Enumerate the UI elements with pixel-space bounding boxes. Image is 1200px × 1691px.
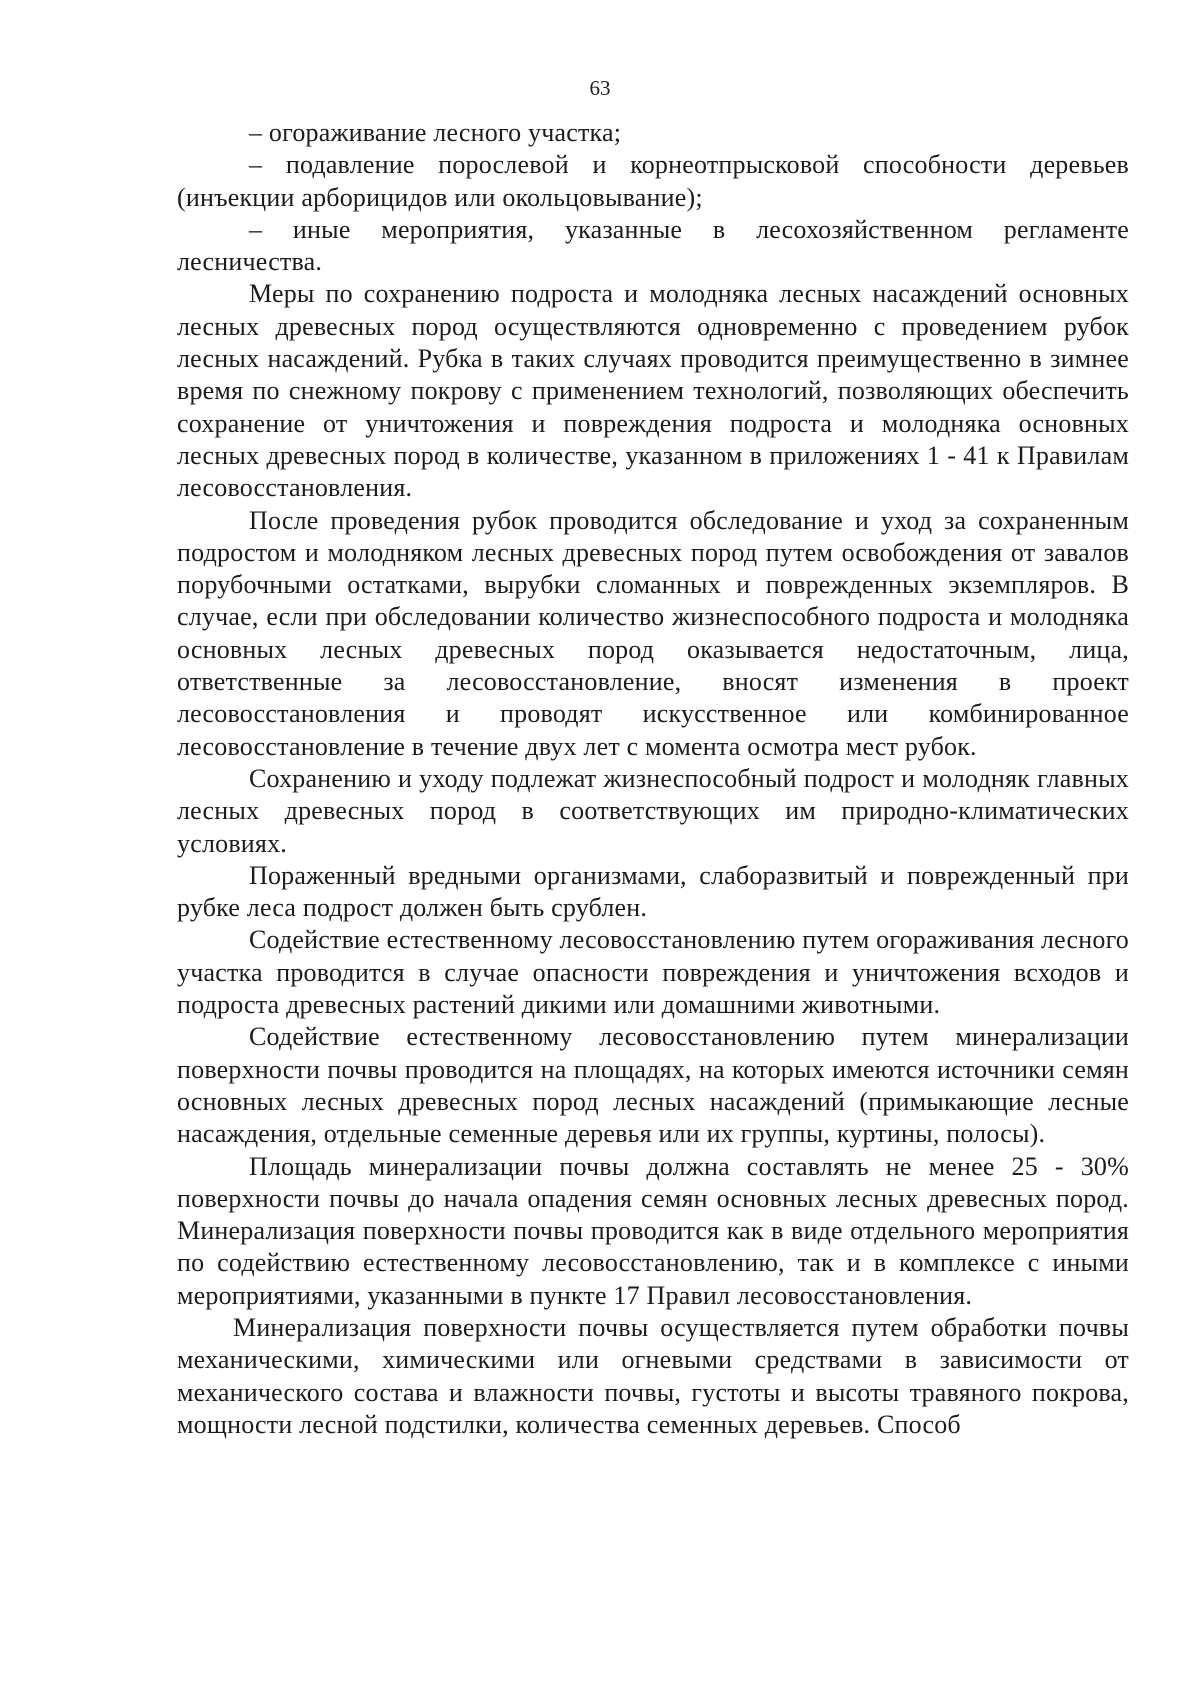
list-item-fencing: – огораживание лесного участка; <box>249 118 622 147</box>
list-item-suppression: – подавление порослевой и корнеотпрысковой способности деревьев (инъекции арборицидов или окольцовывание); <box>177 150 1129 212</box>
paragraph-mineralization-area: Площадь минерализации почвы должна составлять не менее 25 - 30% поверхности почвы до начала опадения семян основных лесных древесных пород. Минерализация поверхности почвы проводится как в виде отдельного мероприятия по содействию естественному лесовосстановлению, так и в комплексе с иными мероприятиями, указанными в пункте 17 Правил лесовосстановления. <box>177 1151 1129 1310</box>
paragraph-post-felling-survey: После проведения рубок проводится обследование и уход за сохраненным подростом и молодняком лесных древесных пород путем освобождения от завалов порубочными остатками, вырубки сломанных и поврежденных экземпляров. В случае, если при обследовании количество жизнеспособного подроста и молодняка основных лесных древесных пород оказывается недостаточным, лица, ответственные за лесовосстановление, вносят изменения в проект лесовосстановления и проводят искусственное или комбинированное лесовосстановление в течение двух лет с момента осмотра мест рубок. <box>177 505 1129 761</box>
paragraph-mineralization-assistance: Содействие естественному лесовосстановлению путем минерализации поверхности почвы проводится на площадях, на которых имеются источники семян основных лесных древесных пород лесных насаждений (примыкающие лесные насаждения, отдельные семенные деревья или их группы, куртины, полосы). <box>177 1022 1129 1149</box>
paragraph-damaged-undergrowth: Пораженный вредными организмами, слаборазвитый и поврежденный при рубке леса подрост должен быть срублен. <box>177 860 1129 923</box>
paragraph-mineralization-method: Минерализация поверхности почвы осуществляется путем обработки почвы механическими, химическими или огневыми средствами в зависимости от механического состава и влажности почвы, густоты и высоты травяного покрова, мощности лесной подстилки, количества семенных деревьев. Способ <box>177 1312 1129 1439</box>
paragraph-fencing-assistance: Содействие естественному лесовосстановлению путем огораживания лесного участка проводится в случае опасности повреждения и уничтожения всходов и подроста древесных растений дикими или домашними животными. <box>177 925 1129 1020</box>
paragraph-undergrowth-preservation: Меры по сохранению подроста и молодняка лесных насаждений основных лесных древесных пород осуществляются одновременно с проведением рубок лесных насаждений. Рубка в таких случаях проводится преимущественно в зимнее время по снежному покрову с применением технологий, позволяющих обеспечить сохранение от уничтожения и повреждения подроста и молодняка основных лесных древесных пород в количестве, указанном в приложениях 1 - 41 к Правилам лесовосстановления. <box>177 279 1129 503</box>
page-number: 63 <box>589 76 611 100</box>
paragraph-care-subjects: Сохранению и уходу подлежат жизнеспособный подрост и молодняк главных лесных древесных пород в соответствующих им природно-климатических условиях. <box>177 763 1129 858</box>
body-text <box>177 117 1129 1441</box>
list-item-other-measures: – иные мероприятия, указанные в лесохозяйственном регламенте лесничества. <box>177 214 1129 277</box>
